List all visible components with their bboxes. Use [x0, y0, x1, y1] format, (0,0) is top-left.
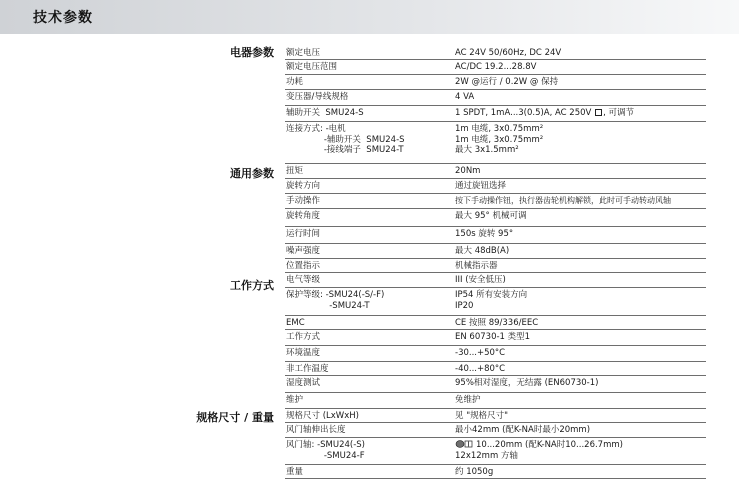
section-label-general: 通用参数: [230, 167, 274, 180]
table-row: [285, 122, 706, 164]
table-row: [285, 194, 706, 209]
row-name: 规格尺寸 (LxWxH): [286, 411, 359, 421]
row-value-line: IP54 所有安装方向: [455, 290, 528, 300]
section-header: [0, 0, 739, 34]
table-row: [285, 259, 706, 273]
row-name: [286, 440, 365, 461]
row-name: 风门轴伸出长度: [286, 425, 346, 435]
row-value: 最大 48dB(A): [455, 246, 510, 256]
table-row: [285, 465, 706, 479]
page-title: 技术参数: [33, 10, 93, 26]
row-name-line: 保护等级: -SMU24(-S/-F): [286, 290, 385, 300]
table-row: [285, 60, 706, 75]
table-row: [285, 46, 706, 60]
row-name-line: 连接方式: -电机: [286, 124, 346, 134]
table-row: [285, 244, 706, 259]
table-row: [285, 90, 706, 106]
square-in-square-icon: [595, 109, 602, 116]
table-row: [285, 316, 706, 330]
row-name-line: 风门轴: -SMU24(-S): [286, 440, 365, 450]
row-value: 最小42mm (配K-NA时最小20mm): [455, 425, 591, 435]
row-value: 免维护: [455, 395, 481, 405]
row-name: 电气等级: [286, 275, 321, 285]
row-value: AC/DC 19.2...28.8V: [455, 62, 537, 72]
table-row: [285, 376, 706, 393]
row-name: 额定电压范围: [286, 62, 338, 72]
row-name: 湿度测试: [286, 378, 321, 388]
row-value: CE 按照 89/336/EEC: [455, 318, 539, 328]
table-row: [285, 106, 706, 122]
table-row: [285, 209, 706, 227]
row-name: 位置指示: [286, 261, 321, 271]
row-value: 约 1050g: [455, 467, 494, 477]
row-value: 4 VA: [455, 92, 475, 102]
section-label-electrical: 电器参数: [230, 46, 274, 59]
row-value: 150s 旋转 95°: [455, 229, 514, 239]
table-row: [285, 179, 706, 194]
row-name-line: -SMU24-T: [286, 300, 370, 311]
row-value-line: 最大 3x1.5mm²: [455, 145, 519, 155]
row-value: 20Nm: [455, 166, 481, 176]
row-value-line: 10...20mm (配K-NA时10...26.7mm): [476, 440, 623, 450]
table-row: [285, 423, 706, 438]
round-shaft-icon: [455, 440, 473, 448]
row-name: 工作方式: [286, 332, 321, 342]
table-row: [285, 164, 706, 179]
row-value-line: 1m 电缆, 3x0.75mm²: [455, 134, 544, 145]
row-name: 旋转角度: [286, 211, 321, 221]
section-label-operation: 工作方式: [230, 279, 274, 292]
table-row: [285, 75, 706, 90]
row-value: 按下手动操作钮，执行器齿轮机构解锁，此时可手动转动风轴: [455, 196, 671, 205]
row-name: 环境温度: [286, 348, 321, 358]
row-value: [455, 440, 623, 461]
row-value: 通过旋钮选择: [455, 181, 507, 191]
row-value-text: 1 SPDT, 1mA...3(0.5)A, AC 250V: [455, 108, 592, 118]
row-value-line: 12x12mm 方轴: [455, 450, 518, 461]
table-row: [285, 409, 706, 423]
row-name: 扭矩: [286, 166, 304, 176]
row-name: 噪声强度: [286, 246, 321, 256]
table-row: [285, 393, 706, 409]
row-name: 非工作温度: [286, 364, 329, 374]
row-name-line: -辅助开关 SMU24-S: [286, 134, 405, 145]
table-row: [285, 438, 706, 465]
row-value: -40...+80°C: [455, 364, 506, 374]
row-value: -30...+50°C: [455, 348, 506, 358]
row-name-line: -接线端子 SMU24-T: [286, 145, 404, 155]
row-value: 95%相对湿度，无结露 (EN60730-1): [455, 378, 599, 388]
row-value: EN 60730-1 类型1: [455, 332, 531, 342]
row-value: 2W @运行 / 0.2W @ 保持: [455, 77, 559, 87]
row-name: 手动操作: [286, 196, 321, 206]
table-row: [285, 273, 706, 288]
row-name: 额定电压: [286, 48, 321, 58]
row-value: 机械指示器: [455, 261, 498, 271]
table-row: [285, 362, 706, 376]
table-row: [285, 227, 706, 244]
row-value: III (安全低压): [455, 275, 506, 285]
row-value: [455, 108, 634, 119]
row-value: 见 "规格尺寸": [455, 411, 509, 421]
row-name: [286, 290, 384, 311]
row-name: 维护: [286, 395, 304, 405]
row-value-line: 1m 电缆, 3x0.75mm²: [455, 124, 544, 134]
row-name-line: -SMU24-F: [286, 450, 365, 461]
row-value: 最大 95° 机械可调: [455, 211, 527, 221]
row-value: [455, 290, 527, 311]
row-name: [286, 124, 405, 156]
row-name: 辅助开关 SMU24-S: [286, 108, 364, 118]
row-name: EMC: [286, 318, 305, 328]
row-value-line: IP20: [455, 300, 474, 311]
table-row: [285, 288, 706, 316]
row-value: AC 24V 50/60Hz, DC 24V: [455, 48, 562, 58]
row-name: 运行时间: [286, 229, 321, 239]
row-value-text: , 可调节: [603, 108, 634, 118]
row-name: 旋转方向: [286, 181, 321, 191]
row-name: 变压器/导线规格: [286, 92, 349, 102]
spec-table: [285, 46, 706, 479]
table-row: [285, 346, 706, 362]
row-name: 功耗: [286, 77, 304, 87]
table-row: [285, 330, 706, 346]
row-value: [455, 124, 543, 156]
section-label-dimensions: 规格尺寸 / 重量: [196, 411, 274, 424]
row-name: 重量: [286, 467, 304, 477]
